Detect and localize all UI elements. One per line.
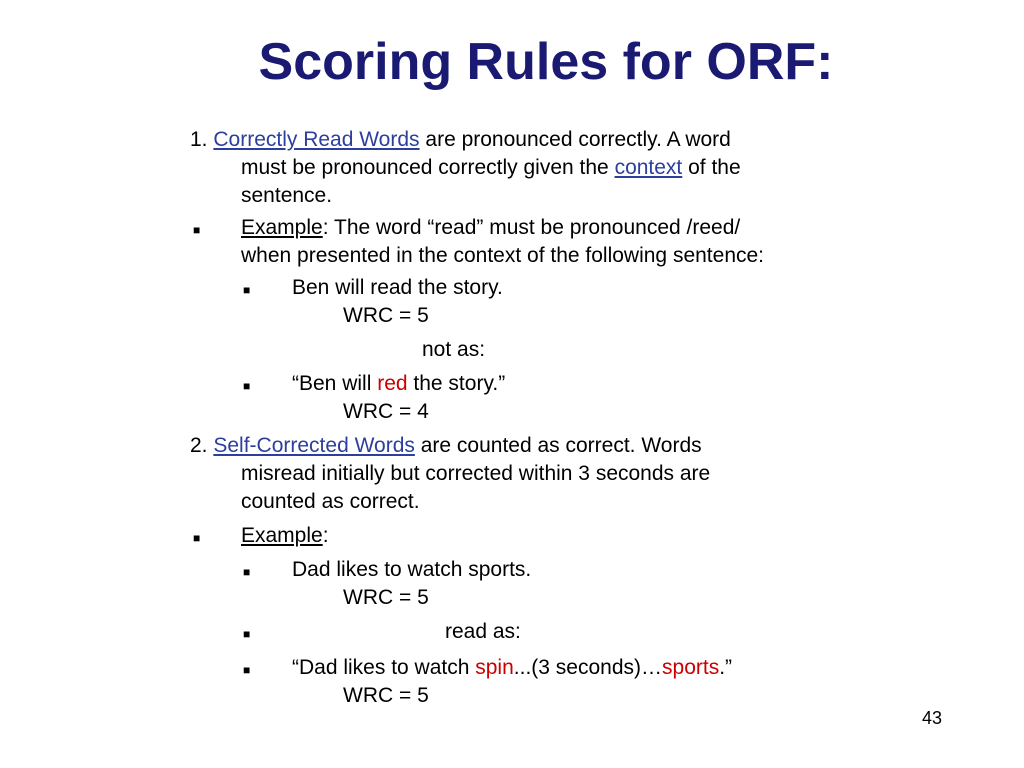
example-2-item-3-wrc: WRC = 5 [343, 684, 429, 707]
slide-title: Scoring Rules for ORF: [258, 33, 834, 91]
self-corrected-words-link[interactable]: Self-Corrected Words [213, 434, 415, 457]
rule-2-line-3: counted as correct. [241, 490, 420, 513]
example-2-label: Example [241, 524, 323, 547]
bullet-icon: ■ [193, 531, 201, 545]
rule-2-line-2: misread initially but corrected within 3 seconds are [241, 462, 711, 485]
rule-2-line-1 [190, 432, 702, 460]
example-2-item-3-mid: ...(3 seconds)… [513, 656, 663, 679]
example-2-item-3-end: .” [719, 656, 733, 679]
rule-1-line-1 [190, 126, 731, 154]
rule-2-text-a: are counted as correct. Words [420, 434, 702, 457]
example-2-item-3-a: “Dad likes to watch [292, 656, 470, 679]
bullet-icon: ■ [243, 379, 251, 393]
example-2-item-3 [292, 654, 732, 682]
example-1-item-2 [292, 370, 505, 398]
bullet-icon: ■ [243, 627, 251, 641]
example-2-item-1-wrc: WRC = 5 [343, 586, 429, 609]
rule-1-line-2 [241, 154, 741, 182]
read-as-label: read as: [445, 620, 521, 643]
rule-1-number: 1. [190, 128, 208, 151]
rule-1-line-3: sentence. [241, 184, 333, 207]
bullet-icon: ■ [243, 565, 251, 579]
rule-2-number: 2. [190, 434, 208, 457]
rule-1-text-c: of the [688, 156, 741, 179]
rule-1-text-b: must be pronounced correctly given the [241, 156, 609, 179]
example-2-item-1: Dad likes to watch sports. [292, 558, 532, 581]
corrected-word-sports: sports [662, 656, 720, 679]
misread-word-red: red [377, 372, 408, 395]
correctly-read-words-link[interactable]: Correctly Read Words [213, 128, 420, 151]
page-number: 43 [921, 708, 942, 728]
example-1-line-1 [241, 214, 740, 242]
example-1-line-2: when presented in the context of the following sentence: [241, 244, 765, 267]
example-1-item-2-b: the story.” [413, 372, 506, 395]
bullet-icon: ■ [243, 663, 251, 677]
example-2-colon: : [322, 524, 329, 547]
rule-1-text-a: are pronounced correctly. A word [425, 128, 731, 151]
example-1-label: Example [241, 216, 323, 239]
not-as-label: not as: [422, 338, 486, 361]
example-1-item-1: Ben will read the story. [292, 276, 503, 299]
bullet-icon: ■ [243, 283, 251, 297]
context-link[interactable]: context [614, 156, 683, 179]
bullet-icon: ■ [193, 223, 201, 237]
example-1-text: : The word “read” must be pronounced /reed/ [322, 216, 741, 239]
example-1-item-1-wrc: WRC = 5 [343, 304, 429, 327]
misread-word-spin: spin [475, 656, 514, 679]
example-2-line-1 [241, 522, 329, 550]
example-1-item-2-a: “Ben will [292, 372, 372, 395]
example-1-item-2-wrc: WRC = 4 [343, 400, 429, 423]
